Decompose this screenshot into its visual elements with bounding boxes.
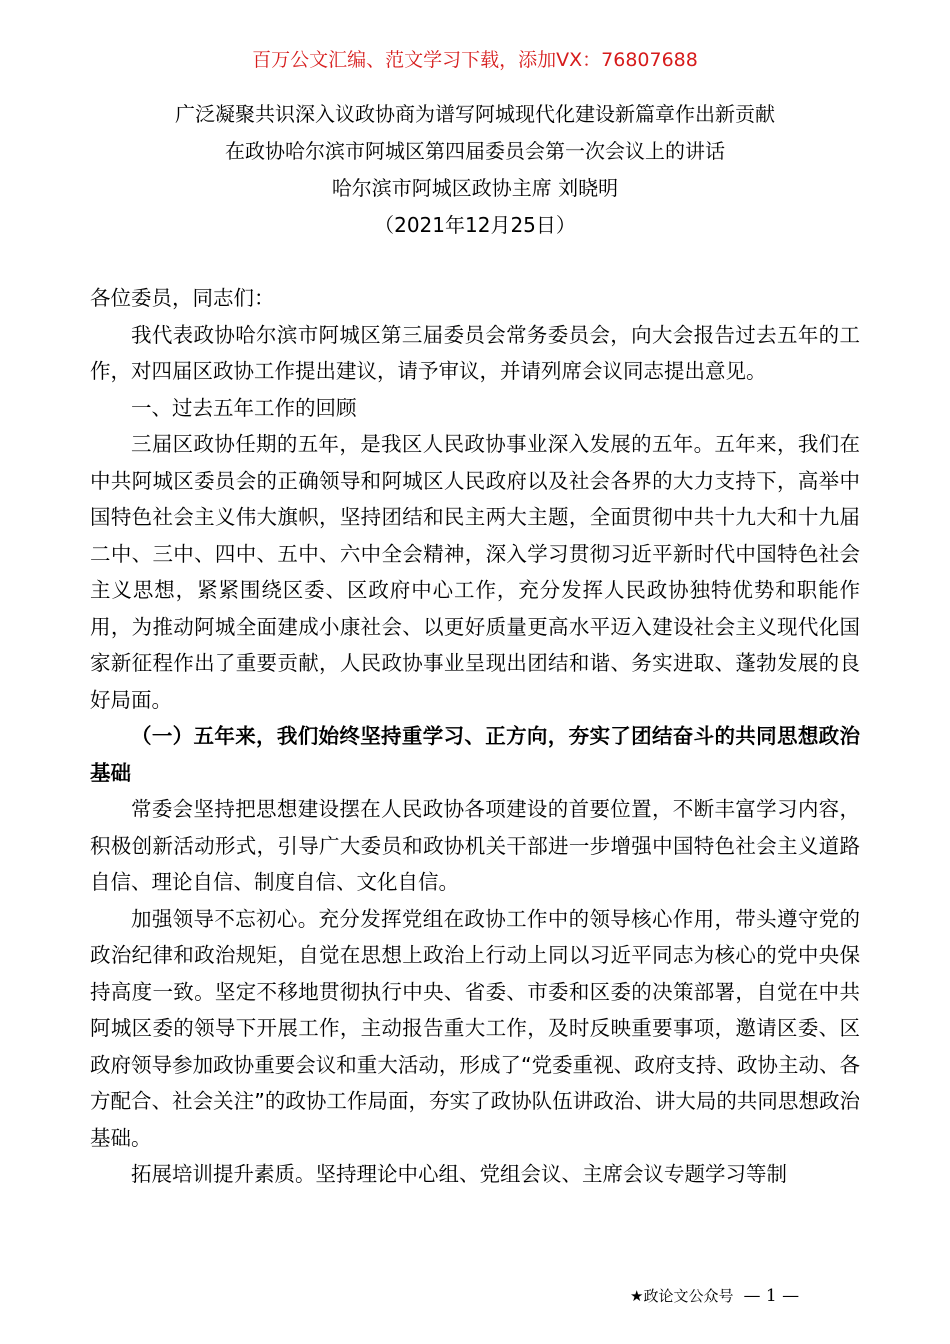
paragraph-leadership: 加强领导不忘初心。充分发挥党组在政协工作中的领导核心作用，带头遵守党的政治纪律和政治规矩，自觉在思想上政治上行动上同以习近平同志为核心的党中央保持高度一致。坚定不移地贯彻执行中央、省委、市委和区委的决策部署，自觉在中共阿城区委的领导下开展工作，主动报告重大工作，及时反映重要事项，邀请区委、区政府领导参加政协重要会议和重大活动，形成了“党委重视、政府支持、政协主动、各方配合、社会关注”的政协工作局面，夯实了政协队伍讲政治、讲大局的共同思想政治基础。 [90,906,860,1150]
paragraph-thought-building: 常委会坚持把思想建设摆在人民政协各项建设的首要位置，不断丰富学习内容，积极创新活动形式，引导广大委员和政协机关干部进一步增强中国特色社会主义道路自信、理论自信、制度自信、文化自信。 [90,797,860,894]
paragraph-review: 三届区政协任期的五年，是我区人民政协事业深入发展的五年。五年来，我们在中共阿城区委员会的正确领导和阿城区人民政府以及社会各界的大力支持下，高举中国特色社会主义伟大旗帜，坚持团结和民主两大主题，全面贯彻中共十九大和十九届二中、三中、四中、五中、六中全会精神，深入学习贯彻习近平新时代中国特色社会主义思想，紧紧围绕区委、区政府中心工作，充分发挥人民政协独特优势和职能作用，为推动阿城全面建成小康社会、以更好质量更高水平迈入建设社会主义现代化国家新征程作出了重要贡献，人民政协事业呈现出团结和谐、务实进取、蓬勃发展的良好局面。 [90,432,860,712]
speech-date: （2021年12月25日） [374,213,576,237]
section-heading: 一、过去五年工作的回顾 [131,395,357,420]
paragraph-intro: 我代表政协哈尔滨市阿城区第三届委员会常务委员会，向大会报告过去五年的工作，对四届区政协工作提出建议，请予审议，并请列席会议同志提出意见。 [90,322,860,383]
subsection-heading: （一）五年来，我们始终坚持重学习、正方向，夯实了团结奋斗的共同思想政治基础 [90,724,860,785]
salutation: 各位委员，同志们： [90,286,275,310]
footer-source: ★政论文公众号 [630,1287,734,1305]
speaker-line: 哈尔滨市阿城区政协主席 刘晓明 [331,176,619,200]
document-body [90,280,860,1193]
title-block [0,96,950,244]
download-banner: 百万公文汇编、范文学习下载，添加VX：76807688 [252,49,698,71]
page-number: — 1 — [743,1286,800,1306]
document-title: 广泛凝聚共识深入议政协商为谱写阿城现代化建设新篇章作出新贡献 [175,102,775,126]
document-subtitle: 在政协哈尔滨市阿城区第四届委员会第一次会议上的讲话 [225,139,725,163]
paragraph-training: 拓展培训提升素质。坚持理论中心组、党组会议、主席会议专题学习等制 [131,1162,787,1186]
page-footer [630,1284,880,1308]
